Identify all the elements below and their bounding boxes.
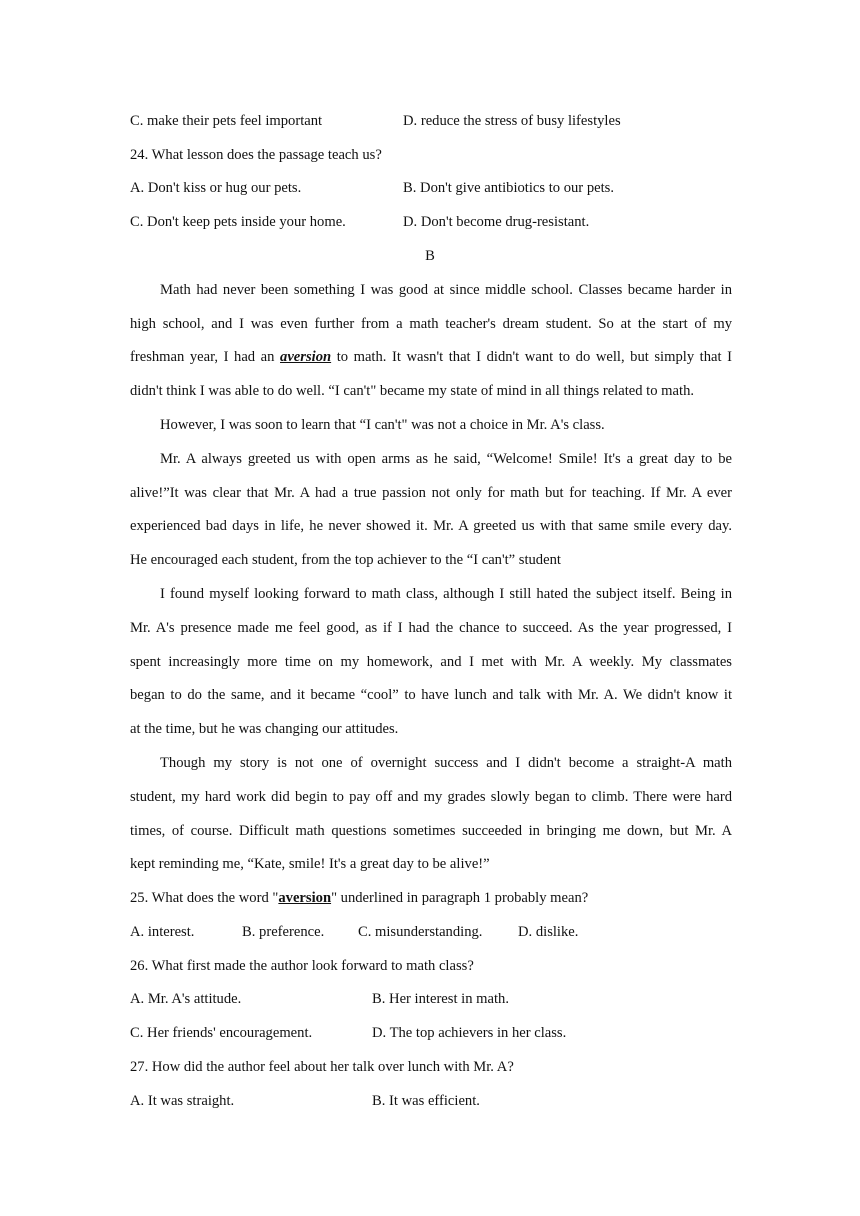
q27-option-a: A. It was straight. — [130, 1093, 235, 1109]
paragraph-4-line-1: I found myself looking forward to math class, although I still hated the subject itself. Being in — [160, 586, 732, 602]
paragraph-3-line-3: experienced bad days in life, he never showed it. Mr. A greeted us with that same smile every day. — [130, 518, 732, 534]
q23-option-d: D. reduce the stress of busy lifestyles — [403, 113, 621, 129]
q25-options — [130, 922, 578, 942]
paragraph-1-line-4: didn't think I was able to do well. “I can't" became my state of mind in all things related to math. — [130, 383, 695, 399]
paragraph-4-line-2: Mr. A's presence made me feel good, as if I had the chance to succeed. As the year progressed, I — [130, 620, 732, 636]
q24-option-a: A. Don't kiss or hug our pets. — [130, 180, 302, 196]
q27-option-b: B. It was efficient. — [372, 1093, 480, 1109]
q24-option-b: B. Don't give antibiotics to our pets. — [403, 180, 614, 196]
q26-question: 26. What first made the author look forward to math class? — [130, 958, 474, 974]
q24-option-c: C. Don't keep pets inside your home. — [130, 214, 346, 230]
q26-option-d: D. The top achievers in her class. — [372, 1025, 567, 1041]
q25-option-a: A. interest. — [130, 924, 195, 940]
paragraph-4-line-5: at the time, but he was changing our attitudes. — [130, 721, 399, 737]
q24-question: 24. What lesson does the passage teach us? — [130, 147, 382, 163]
paragraph-2: However, I was soon to learn that “I can't" was not a choice in Mr. A's class. — [160, 417, 605, 433]
paragraph-4-line-4: began to do the same, and it became “cool” to have lunch and talk with Mr. A. We didn't know it — [130, 687, 732, 703]
q25-keyword: aversion — [278, 890, 332, 906]
paragraph-5-line-4: kept reminding me, “Kate, smile! It's a great day to be alive!” — [130, 856, 490, 872]
q25-question-start: 25. What does the word " — [130, 890, 279, 906]
paragraph-3-line-4: He encouraged each student, from the top achiever to the “I can't” student — [130, 552, 561, 568]
q26-option-b: B. Her interest in math. — [372, 991, 509, 1007]
paragraph-4-line-3: spent increasingly more time on my homework, and I met with Mr. A weekly. My classmates — [130, 654, 732, 670]
paragraph-1-line-1: Math had never been something I was good at since middle school. Classes became harder in — [160, 282, 732, 298]
q25-option-b: B. preference. — [242, 924, 325, 940]
q24-option-d: D. Don't become drug-resistant. — [403, 214, 590, 230]
paragraph-5-line-1: Though my story is not one of overnight success and I didn't become a straight-A math — [160, 755, 732, 771]
q23-option-c: C. make their pets feel important — [130, 113, 323, 129]
keyword-aversion: aversion — [280, 349, 332, 365]
paragraph-5-line-3: times, of course. Difficult math questions sometimes succeeded in bringing me down, but Mr. A — [130, 823, 732, 839]
paragraph-1-text-before-keyword: freshman year, I had an — [130, 349, 275, 365]
section-label: B — [425, 248, 435, 264]
q25-question — [130, 888, 588, 908]
q26-option-c: C. Her friends' encouragement. — [130, 1025, 313, 1041]
q26-option-a: A. Mr. A's attitude. — [130, 991, 242, 1007]
q25-option-c: C. misunderstanding. — [358, 924, 483, 940]
paragraph-1-line-2: high school, and I was even further from a math teacher's dream student. So at the start of my — [130, 316, 732, 332]
paragraph-3-line-1: Mr. A always greeted us with open arms as he said, “Welcome! Smile! It's a great day to be — [160, 451, 732, 467]
q25-question-end: " underlined in paragraph 1 probably mean? — [331, 890, 589, 906]
paragraph-3-line-2: alive!”It was clear that Mr. A had a true passion not only for math but for teaching. If Mr. A ever — [130, 485, 732, 501]
paragraph-1-line-3 — [130, 347, 732, 367]
paragraph-1-text-after-keyword: to math. It wasn't that I didn't want to do well, but simply that I — [336, 349, 732, 365]
q27-question: 27. How did the author feel about her talk over lunch with Mr. A? — [130, 1059, 514, 1075]
paragraph-5-line-2: student, my hard work did begin to pay off and my grades slowly began to climb. There were hard — [130, 789, 732, 805]
q25-option-d: D. dislike. — [518, 924, 579, 940]
